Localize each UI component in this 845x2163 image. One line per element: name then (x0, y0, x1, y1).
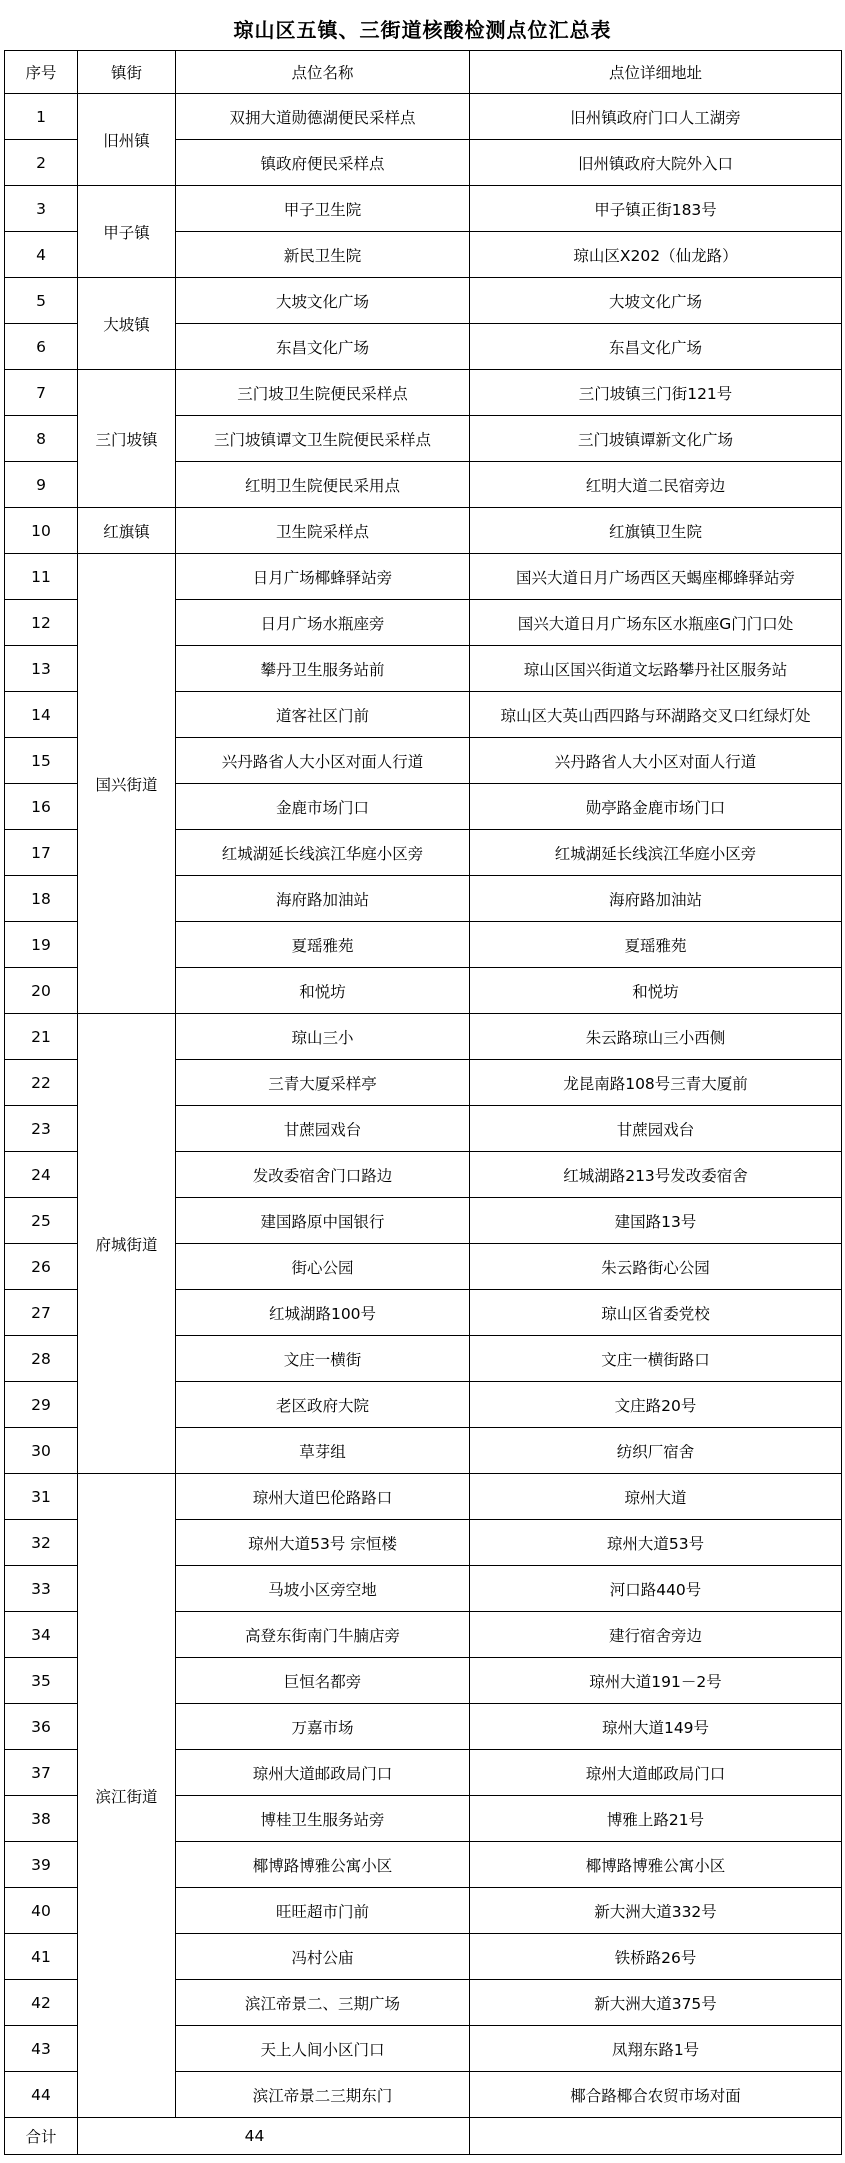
site-address: 新大洲大道332号 (470, 1888, 842, 1934)
site-name: 红明卫生院便民采用点 (176, 462, 470, 508)
row-number: 23 (5, 1106, 78, 1152)
row-number: 40 (5, 1888, 78, 1934)
row-number: 31 (5, 1474, 78, 1520)
row-number: 30 (5, 1428, 78, 1474)
site-name: 万嘉市场 (176, 1704, 470, 1750)
site-name: 日月广场水瓶座旁 (176, 600, 470, 646)
town-cell: 滨江街道 (78, 1474, 176, 2118)
row-number: 36 (5, 1704, 78, 1750)
site-name: 旺旺超市门前 (176, 1888, 470, 1934)
site-name: 滨江帝景二、三期广场 (176, 1980, 470, 2026)
site-address: 龙昆南路108号三青大厦前 (470, 1060, 842, 1106)
site-name: 金鹿市场门口 (176, 784, 470, 830)
total-empty (470, 2118, 842, 2155)
row-number: 6 (5, 324, 78, 370)
total-label: 合计 (5, 2118, 78, 2155)
row-number: 11 (5, 554, 78, 600)
site-name: 红城湖路100号 (176, 1290, 470, 1336)
row-number: 7 (5, 370, 78, 416)
site-name: 老区政府大院 (176, 1382, 470, 1428)
table-row (5, 508, 842, 554)
site-address: 纺织厂宿舍 (470, 1428, 842, 1474)
site-address: 红旗镇卫生院 (470, 508, 842, 554)
site-name: 海府路加油站 (176, 876, 470, 922)
site-name: 冯村公庙 (176, 1934, 470, 1980)
site-address: 红城湖路213号发改委宿舍 (470, 1152, 842, 1198)
site-name: 甘蔗园戏台 (176, 1106, 470, 1152)
site-address: 河口路440号 (470, 1566, 842, 1612)
table-row (5, 370, 842, 416)
town-cell: 府城街道 (78, 1014, 176, 1474)
site-address: 旧州镇政府大院外入口 (470, 140, 842, 186)
site-address: 铁桥路26号 (470, 1934, 842, 1980)
row-number: 13 (5, 646, 78, 692)
header-address: 点位详细地址 (470, 51, 842, 94)
site-address: 勋亭路金鹿市场门口 (470, 784, 842, 830)
site-name: 文庄一横街 (176, 1336, 470, 1382)
total-value: 44 (78, 2118, 470, 2155)
town-cell: 三门坡镇 (78, 370, 176, 508)
town-cell: 国兴街道 (78, 554, 176, 1014)
town-cell: 红旗镇 (78, 508, 176, 554)
site-name: 天上人间小区门口 (176, 2026, 470, 2072)
site-address: 甲子镇正街183号 (470, 186, 842, 232)
header-name: 点位名称 (176, 51, 470, 94)
row-number: 17 (5, 830, 78, 876)
row-number: 21 (5, 1014, 78, 1060)
site-address: 大坡文化广场 (470, 278, 842, 324)
site-name: 三门坡镇谭文卫生院便民采样点 (176, 416, 470, 462)
site-name: 大坡文化广场 (176, 278, 470, 324)
row-number: 22 (5, 1060, 78, 1106)
site-name: 攀丹卫生服务站前 (176, 646, 470, 692)
site-address: 夏瑶雅苑 (470, 922, 842, 968)
site-name: 草芽组 (176, 1428, 470, 1474)
table-row (5, 278, 842, 324)
row-number: 29 (5, 1382, 78, 1428)
header-town: 镇街 (78, 51, 176, 94)
table-header-row (5, 51, 842, 94)
row-number: 5 (5, 278, 78, 324)
site-address: 新大洲大道375号 (470, 1980, 842, 2026)
site-name: 琼州大道53号 宗恒楼 (176, 1520, 470, 1566)
row-number: 38 (5, 1796, 78, 1842)
site-address: 海府路加油站 (470, 876, 842, 922)
row-number: 28 (5, 1336, 78, 1382)
site-address: 建行宿舍旁边 (470, 1612, 842, 1658)
total-row (5, 2118, 842, 2155)
row-number: 43 (5, 2026, 78, 2072)
site-address: 琼山区省委党校 (470, 1290, 842, 1336)
site-address: 三门坡镇三门街121号 (470, 370, 842, 416)
site-address: 兴丹路省人大小区对面人行道 (470, 738, 842, 784)
site-name: 三青大厦采样亭 (176, 1060, 470, 1106)
site-address: 国兴大道日月广场西区天蝎座椰蜂驿站旁 (470, 554, 842, 600)
site-address: 琼州大道邮政局门口 (470, 1750, 842, 1796)
site-address: 朱云路琼山三小西侧 (470, 1014, 842, 1060)
site-name: 街心公园 (176, 1244, 470, 1290)
row-number: 44 (5, 2072, 78, 2118)
row-number: 34 (5, 1612, 78, 1658)
site-name: 红城湖延长线滨江华庭小区旁 (176, 830, 470, 876)
row-number: 20 (5, 968, 78, 1014)
site-name: 马坡小区旁空地 (176, 1566, 470, 1612)
site-address: 凤翔东路1号 (470, 2026, 842, 2072)
site-name: 日月广场椰蜂驿站旁 (176, 554, 470, 600)
row-number: 32 (5, 1520, 78, 1566)
table-row (5, 94, 842, 140)
row-number: 18 (5, 876, 78, 922)
site-address: 和悦坊 (470, 968, 842, 1014)
site-address: 琼州大道 (470, 1474, 842, 1520)
site-name: 夏瑶雅苑 (176, 922, 470, 968)
site-name: 东昌文化广场 (176, 324, 470, 370)
row-number: 37 (5, 1750, 78, 1796)
row-number: 16 (5, 784, 78, 830)
site-address: 红城湖延长线滨江华庭小区旁 (470, 830, 842, 876)
site-address: 旧州镇政府门口人工湖旁 (470, 94, 842, 140)
site-name: 椰博路博雅公寓小区 (176, 1842, 470, 1888)
site-address: 红明大道二民宿旁边 (470, 462, 842, 508)
site-name: 琼山三小 (176, 1014, 470, 1060)
row-number: 3 (5, 186, 78, 232)
header-no: 序号 (5, 51, 78, 94)
row-number: 33 (5, 1566, 78, 1612)
page-title: 琼山区五镇、三街道核酸检测点位汇总表 (233, 17, 612, 42)
row-number: 41 (5, 1934, 78, 1980)
row-number: 42 (5, 1980, 78, 2026)
site-name: 发改委宿舍门口路边 (176, 1152, 470, 1198)
site-name: 琼州大道巴伦路路口 (176, 1474, 470, 1520)
site-name: 兴丹路省人大小区对面人行道 (176, 738, 470, 784)
site-address: 琼州大道149号 (470, 1704, 842, 1750)
row-number: 12 (5, 600, 78, 646)
site-address: 椰博路博雅公寓小区 (470, 1842, 842, 1888)
town-cell: 大坡镇 (78, 278, 176, 370)
row-number: 35 (5, 1658, 78, 1704)
table-body (5, 94, 842, 2118)
site-address: 甘蔗园戏台 (470, 1106, 842, 1152)
site-address: 国兴大道日月广场东区水瓶座G门门口处 (470, 600, 842, 646)
testing-sites-table (4, 50, 842, 2155)
site-name: 博桂卫生服务站旁 (176, 1796, 470, 1842)
site-name: 建国路原中国银行 (176, 1198, 470, 1244)
site-name: 卫生院采样点 (176, 508, 470, 554)
row-number: 26 (5, 1244, 78, 1290)
site-address: 椰合路椰合农贸市场对面 (470, 2072, 842, 2118)
town-cell: 旧州镇 (78, 94, 176, 186)
row-number: 25 (5, 1198, 78, 1244)
site-address: 文庄一横街路口 (470, 1336, 842, 1382)
site-name: 新民卫生院 (176, 232, 470, 278)
table-row (5, 1474, 842, 1520)
row-number: 1 (5, 94, 78, 140)
site-address: 琼山区大英山西四路与环湖路交叉口红绿灯处 (470, 692, 842, 738)
row-number: 39 (5, 1842, 78, 1888)
row-number: 15 (5, 738, 78, 784)
site-name: 和悦坊 (176, 968, 470, 1014)
table-row (5, 186, 842, 232)
site-name: 双拥大道勋德湖便民采样点 (176, 94, 470, 140)
site-address: 琼山区X202（仙龙路） (470, 232, 842, 278)
row-number: 4 (5, 232, 78, 278)
site-name: 三门坡卫生院便民采样点 (176, 370, 470, 416)
row-number: 2 (5, 140, 78, 186)
site-name: 镇政府便民采样点 (176, 140, 470, 186)
row-number: 14 (5, 692, 78, 738)
site-name: 琼州大道邮政局门口 (176, 1750, 470, 1796)
site-address: 东昌文化广场 (470, 324, 842, 370)
row-number: 9 (5, 462, 78, 508)
row-number: 27 (5, 1290, 78, 1336)
table-row (5, 1014, 842, 1060)
site-name: 巨恒名都旁 (176, 1658, 470, 1704)
site-name: 滨江帝景二三期东门 (176, 2072, 470, 2118)
row-number: 8 (5, 416, 78, 462)
site-address: 文庄路20号 (470, 1382, 842, 1428)
site-address: 琼州大道191－2号 (470, 1658, 842, 1704)
site-address: 朱云路街心公园 (470, 1244, 842, 1290)
site-name: 甲子卫生院 (176, 186, 470, 232)
site-address: 琼山区国兴街道文坛路攀丹社区服务站 (470, 646, 842, 692)
row-number: 10 (5, 508, 78, 554)
row-number: 24 (5, 1152, 78, 1198)
site-address: 建国路13号 (470, 1198, 842, 1244)
row-number: 19 (5, 922, 78, 968)
site-address: 博雅上路21号 (470, 1796, 842, 1842)
site-address: 琼州大道53号 (470, 1520, 842, 1566)
site-address: 三门坡镇谭新文化广场 (470, 416, 842, 462)
table-row (5, 554, 842, 600)
town-cell: 甲子镇 (78, 186, 176, 278)
site-name: 高登东街南门牛腩店旁 (176, 1612, 470, 1658)
site-name: 道客社区门前 (176, 692, 470, 738)
